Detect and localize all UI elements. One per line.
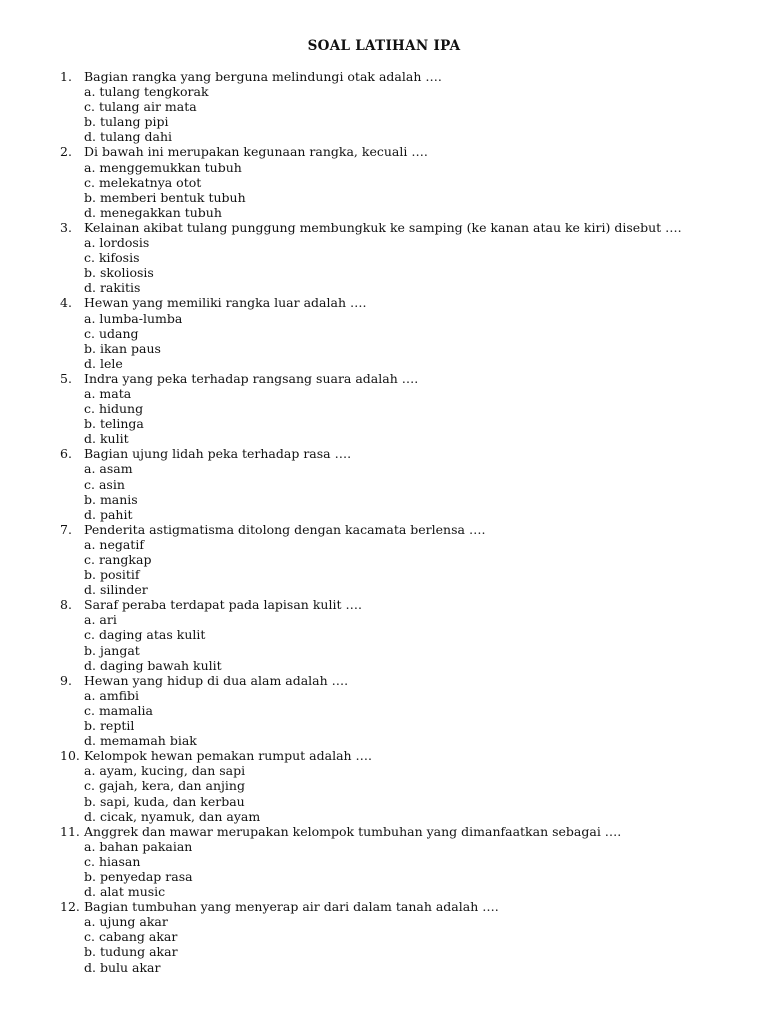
question-number: 3. <box>60 219 72 235</box>
question-item <box>60 673 750 748</box>
answer-options <box>60 612 750 672</box>
question-item <box>60 446 750 521</box>
answer-options <box>60 235 750 295</box>
question-text: Bagian rangka yang berguna melindungi otak adalah …. <box>84 69 442 84</box>
answer-option: d. silinder <box>84 582 148 598</box>
answer-option: a. lumba-lumba <box>84 310 183 326</box>
answer-option: a. bahan pakaian <box>84 838 193 854</box>
question-row <box>60 673 750 688</box>
answer-option: b. memberi bentuk tubuh <box>84 189 246 205</box>
question-row <box>60 522 750 537</box>
answer-options <box>60 914 750 974</box>
answer-option: a. ayam, kucing, dan sapi <box>84 763 246 779</box>
answer-options <box>60 763 750 823</box>
answer-option: b. sapi, kuda, dan kerbau <box>84 793 245 809</box>
question-row <box>60 295 750 310</box>
page-title: SOAL LATIHAN IPA <box>307 38 461 54</box>
question-list <box>60 69 750 975</box>
question-text: Bagian tumbuhan yang menyerap air dari dalam tanah adalah …. <box>84 899 499 915</box>
answer-options <box>60 461 750 521</box>
question-text: Indra yang peka terhadap rangsang suara adalah …. <box>84 370 419 386</box>
answer-option: d. alat music <box>84 884 166 900</box>
question-item <box>60 220 750 295</box>
answer-option: c. hiasan <box>84 853 141 869</box>
answer-options <box>60 839 750 899</box>
question-item <box>60 597 750 672</box>
answer-options <box>60 537 750 597</box>
question-number: 2. <box>60 144 72 160</box>
answer-option: d. daging bawah kulit <box>84 657 222 673</box>
question-number: 6. <box>60 446 72 462</box>
question-text: Kelainan akibat tulang punggung membungkuk ke samping (ke kanan atau ke kiri) disebut …. <box>84 219 682 235</box>
answer-option: a. negatif <box>84 536 144 552</box>
answer-option: b. penyedap rasa <box>84 868 193 884</box>
answer-option: d. rakitis <box>84 280 141 296</box>
answer-option: a. ari <box>84 612 117 628</box>
answer-option: d. kulit <box>84 431 129 447</box>
answer-option: a. ujung akar <box>84 914 168 930</box>
answer-option: b. ikan paus <box>84 340 161 356</box>
answer-options <box>60 386 750 446</box>
answer-option: a. menggemukkan tubuh <box>84 159 242 175</box>
question-item <box>60 824 750 899</box>
answer-option: c. kifosis <box>84 250 140 266</box>
question-item <box>60 295 750 370</box>
question-number: 11. <box>60 823 80 839</box>
answer-option: c. mamalia <box>84 702 154 718</box>
question-text: Kelompok hewan pemakan rumput adalah …. <box>84 748 373 764</box>
answer-option: d. menegakkan tubuh <box>84 204 222 220</box>
answer-option: d. bulu akar <box>84 959 161 975</box>
question-text: Hewan yang memiliki rangka luar adalah …. <box>84 295 367 311</box>
answer-option: b. telinga <box>84 416 144 432</box>
question-text: Hewan yang hidup di dua alam adalah …. <box>84 672 349 688</box>
question-number: 5. <box>60 370 72 386</box>
question-row <box>60 899 750 914</box>
question-number: 12. <box>60 899 80 915</box>
answer-option: b. skoliosis <box>84 265 154 281</box>
question-row <box>60 69 750 84</box>
answer-option: c. cabang akar <box>84 929 178 945</box>
question-text: Anggrek dan mawar merupakan kelompok tumbuhan yang dimanfaatkan sebagai …. <box>84 823 622 839</box>
question-number: 9. <box>60 672 72 688</box>
answer-options <box>60 160 750 220</box>
question-text: Di bawah ini merupakan kegunaan rangka, kecuali …. <box>84 144 428 160</box>
question-item <box>60 371 750 446</box>
answer-option: b. tulang pipi <box>84 114 169 130</box>
question-row <box>60 597 750 612</box>
answer-option: d. tulang dahi <box>84 129 173 145</box>
answer-option: c. asin <box>84 476 125 492</box>
answer-option: a. lordosis <box>84 235 150 251</box>
answer-option: b. positif <box>84 567 140 583</box>
answer-option: a. amfibi <box>84 687 140 703</box>
question-row <box>60 446 750 461</box>
question-number: 1. <box>60 69 72 84</box>
answer-option: c. rangkap <box>84 552 152 567</box>
answer-option: b. reptil <box>84 718 135 734</box>
answer-option: d. cicak, nyamuk, dan ayam <box>84 808 261 824</box>
answer-option: c. gajah, kera, dan anjing <box>84 778 245 794</box>
answer-option: a. asam <box>84 461 133 477</box>
question-number: 10. <box>60 748 80 764</box>
answer-option: b. jangat <box>84 642 140 658</box>
question-row <box>60 144 750 159</box>
answer-options <box>60 688 750 748</box>
question-item <box>60 899 750 974</box>
answer-option: c. udang <box>84 325 139 341</box>
question-text: Bagian ujung lidah peka terhadap rasa …. <box>84 446 352 462</box>
question-text: Penderita astigmatisma ditolong dengan kacamata berlensa …. <box>84 521 486 537</box>
answer-option: b. manis <box>84 491 138 507</box>
question-number: 4. <box>60 295 72 311</box>
answer-option: d. memamah biak <box>84 733 197 749</box>
answer-option: c. melekatnya otot <box>84 174 202 190</box>
question-item <box>60 69 750 144</box>
question-row <box>60 220 750 235</box>
question-item <box>60 522 750 597</box>
answer-option: c. daging atas kulit <box>84 627 206 643</box>
answer-option: c. hidung <box>84 401 144 417</box>
answer-option: c. tulang air mata <box>84 99 197 115</box>
answer-option: b. tudung akar <box>84 944 178 960</box>
answer-options <box>60 311 750 371</box>
question-text: Saraf peraba terdapat pada lapisan kulit …. <box>84 597 362 613</box>
question-item <box>60 144 750 219</box>
question-row <box>60 371 750 386</box>
answer-options <box>60 84 750 144</box>
question-number: 7. <box>60 521 72 537</box>
question-row <box>60 824 750 839</box>
answer-option: a. mata <box>84 385 132 401</box>
question-item <box>60 748 750 823</box>
answer-option: d. lele <box>84 355 123 371</box>
question-number: 8. <box>60 597 72 613</box>
question-row <box>60 748 750 763</box>
answer-option: a. tulang tengkorak <box>84 84 209 100</box>
answer-option: d. pahit <box>84 506 133 522</box>
